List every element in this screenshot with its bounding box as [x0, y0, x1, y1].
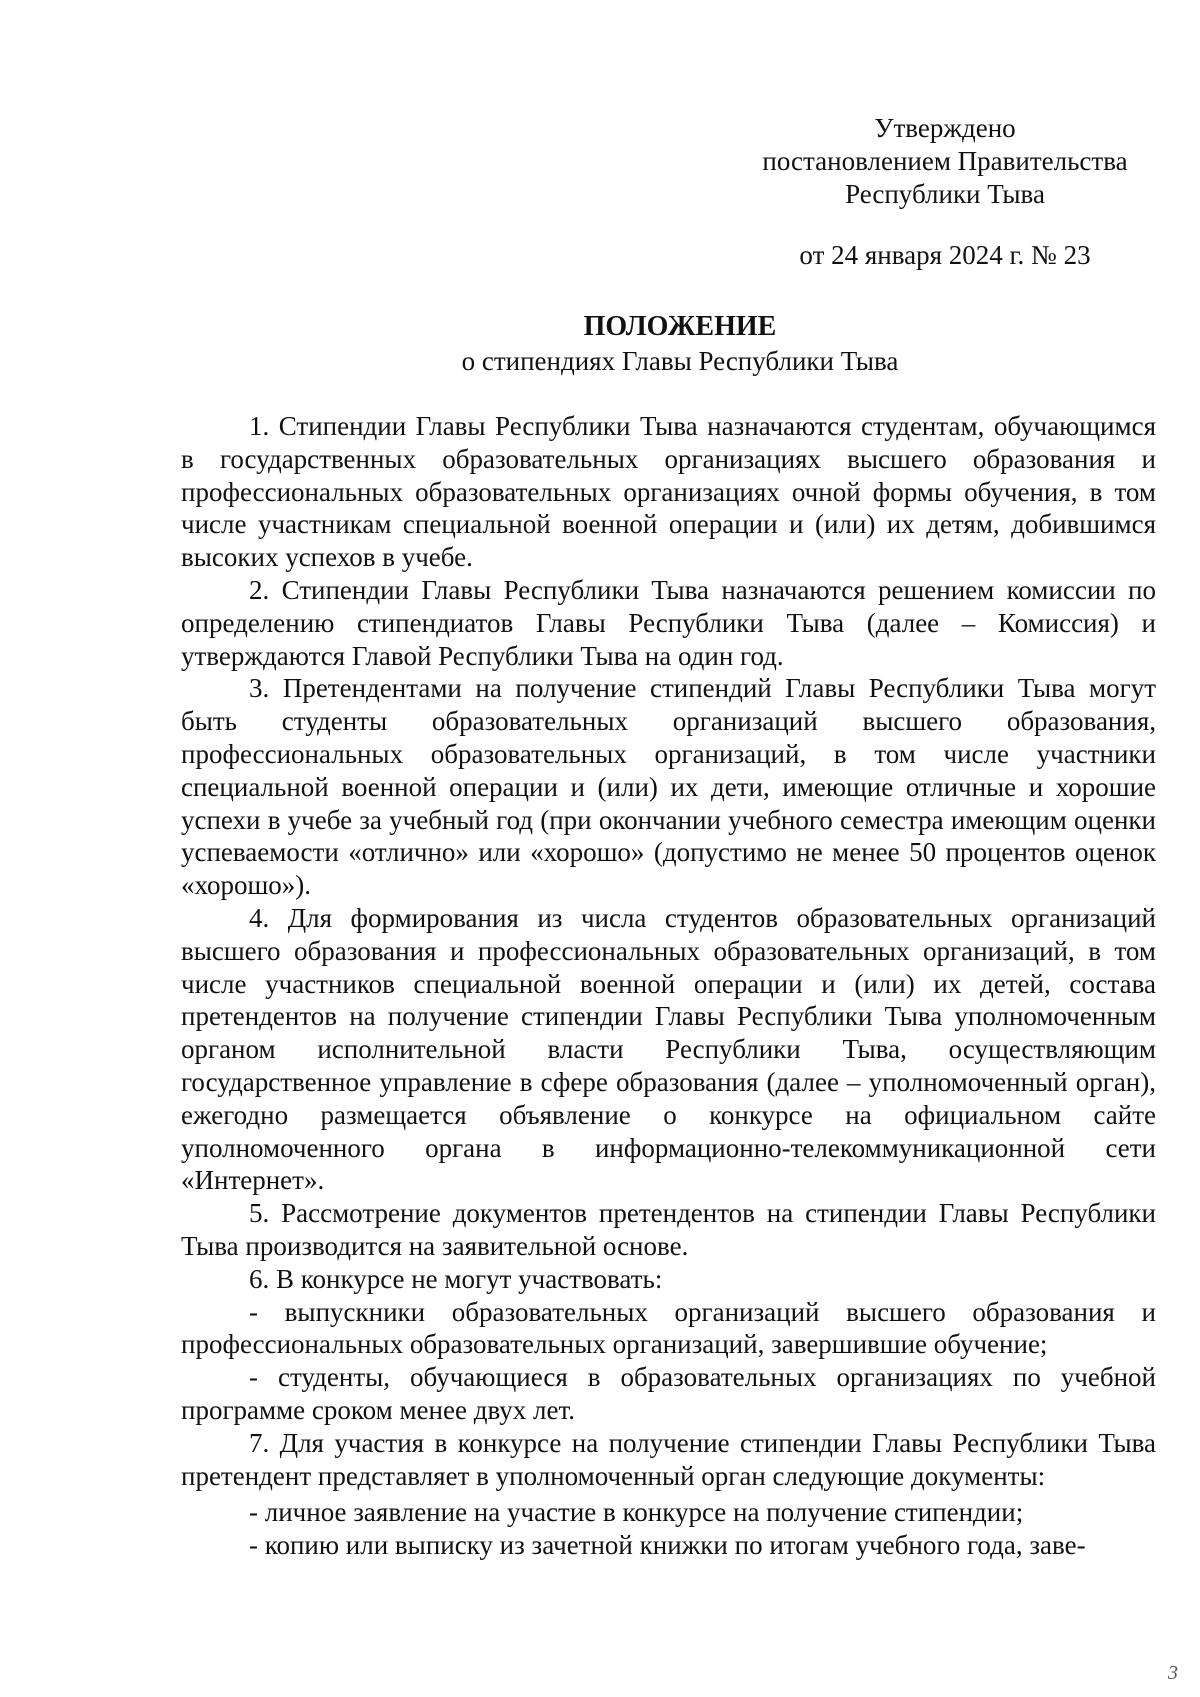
approval-line-approved: Утверждено [874, 113, 1016, 143]
approval-line-decree: постановлением Правительства [762, 146, 1128, 176]
document-title: ПОЛОЖЕНИЕ [583, 311, 777, 342]
list-item-application: - личное заявление на участие в конкурсе на получение стипендии; [249, 1497, 1024, 1528]
paragraph-4: 4. Для формирования из числа студентов образовательных организаций высшего образования и профессиональных образовательных организаций, в том числе участников специальной военной операции и (или) их детей, состава претендентов на получение стипендии Главы Республики Тыва уполномоченным органом исполнительной власти Республики Тыва, осуществляющим государственное управление в сфере образования (далее – уполномоченный орган), ежегодно размещается объявление о конкурсе на официальном сайте уполномоченного органа в информационно-телекоммуникационной сети «Интернет». [181, 902, 1156, 1196]
list-item-short-program: - студенты, обучающиеся в образовательных организациях по учебной программе сроком менее двух лет. [181, 1362, 1156, 1425]
document-subtitle: о стипендиях Главы Республики Тыва [461, 346, 899, 376]
paragraph-1: 1. Стипендии Главы Республики Тыва назначаются студентам, обучающимся в государственных образовательных организациях высшего образования и профессиональных образовательных организациях очной формы обучения, в том числе участникам специальной военной операции и (или) их детям, добившимся высоких успехов в учебе. [181, 411, 1156, 573]
paragraph-2: 2. Стипендии Главы Республики Тыва назначаются решением комиссии по определению стипендиатов Главы Республики Тыва (далее – Комиссия) и утверждаются Главой Республики Тыва на один год. [181, 574, 1156, 671]
paragraph-6: 6. В конкурсе не могут участвовать: [249, 1263, 663, 1294]
list-item-gradebook: - копию или выписку из зачетной книжки по итогам учебного года, заве- [249, 1530, 1086, 1561]
paragraph-5: 5. Рассмотрение документов претендентов на стипендии Главы Республики Тыва производится на заявительной основе. [181, 1198, 1156, 1261]
page-number: 3 [1168, 1662, 1178, 1684]
document-body [181, 410, 1156, 1562]
paragraph-3: 3. Претендентами на получение стипендий Главы Республики Тыва могут быть студенты образовательных организаций высшего образования, профессиональных образовательных организаций, в том числе участники специальной военной операции и (или) их дети, имеющие отличные и хорошие успехи в учебе за учебный год (при окончании учебного семестра имеющим оценки успеваемости «отлично» или «хорошо» (допустимо не менее 50 процентов оценок «хорошо»). [181, 673, 1156, 901]
list-item-graduates: - выпускники образовательных организаций высшего образования и профессиональных образовательных организаций, завершившие обучение; [181, 1296, 1156, 1360]
document-heading [180, 310, 1180, 378]
approval-date: от 24 января 2024 г. № 23 [799, 240, 1091, 270]
approval-line-republic: Республики Тыва [845, 179, 1045, 209]
approval-block [640, 112, 1200, 272]
paragraph-7: 7. Для участия в конкурсе на получение стипендии Главы Республики Тыва претендент представляет в уполномоченный орган следующие документы: [181, 1427, 1156, 1491]
